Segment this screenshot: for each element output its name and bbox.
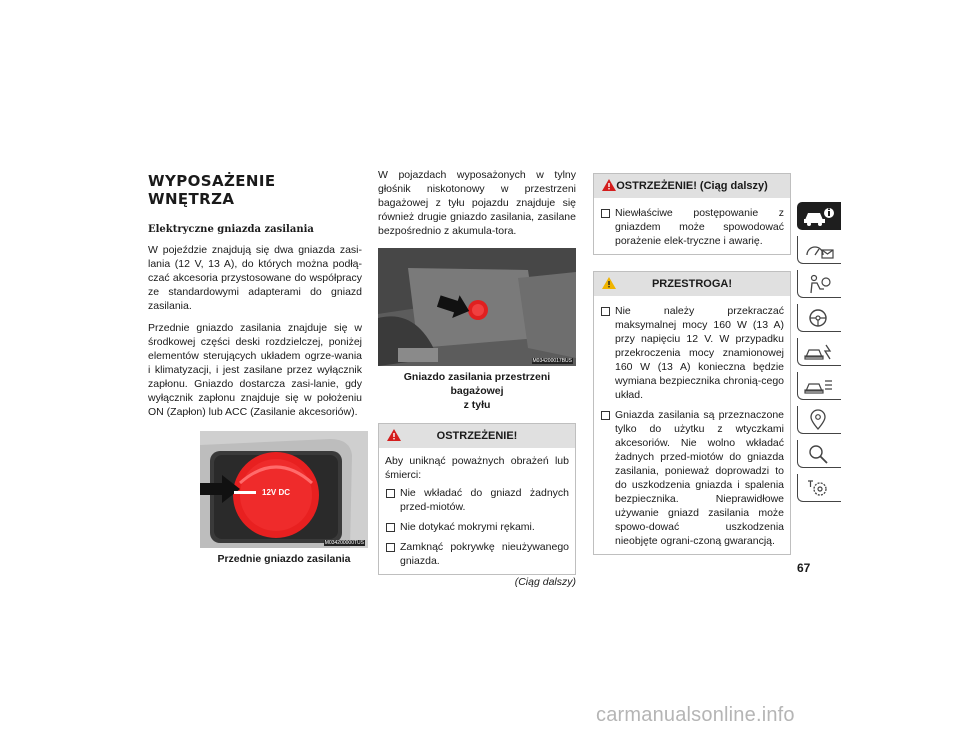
warning-title: OSTRZEŻENIE! [436,430,518,442]
rear-power-outlet-photo [378,248,576,366]
warning-intro: Aby uniknąć poważnych obrażeń lub śmierci: [385,455,569,481]
tab-car-info[interactable] [797,202,841,230]
watermark: carmanualsonline.info [596,704,795,726]
car-crash-icon [804,341,836,363]
warning-triangle-icon [387,429,401,441]
tab-driving[interactable] [797,304,841,332]
list-item: Zamknąć pokrywkę nieużywanego gniazda. [385,540,569,568]
tab-dashboard[interactable] [797,236,841,264]
outlet-label: 12V DC [262,488,291,497]
list-item: Nie wkładać do gniazd żadnych przed-miotów. [385,486,569,514]
car-service-icon [804,375,836,397]
figure-caption: Przednie gniazdo zasilania [217,553,351,565]
list-item: Nie należy przekraczać maksymalnej mocy 160 W (13 A) przy napięciu 12 V. W przypadku przekroczenia mocy znamionowej 160 W (13 A) konieczna będzie wymiana bezpiecznika chronią-cego układ. [600,304,784,402]
continued-label: (Ciąg dalszy) [514,576,576,588]
car-info-icon [803,205,835,227]
figure-id: M034200017BUS [532,358,572,364]
paragraph: W pojeździe znajdują się dwa gniazda zasi-lania (12 V, 13 A), do których można podłą-czać akcesoria przystosowane do współpracy ze standardowymi adapterami do gniazd zasilania. [148,244,362,312]
warning-header [594,174,790,198]
warning-header [379,424,575,448]
caution-box [593,271,791,555]
airbag-person-icon [804,273,836,295]
tab-emergency[interactable] [797,338,841,366]
subsection-title: Elektryczne gniazda zasilania [148,224,314,235]
column-middle [378,168,576,588]
figure-caption [378,370,576,412]
tab-multimedia[interactable] [797,406,841,434]
column-right [593,173,791,555]
list-item: Gniazda zasilania są przeznaczone tylko do użytku z wtyczkami akcesoriów. Nie wolno wkładać żadnych przed-miotów do gniazda zasilania, ponieważ doprowadzi to do uszkodzenia gniazda i spalenia bezpiecznika. Nieprawidłowe używanie gniazd zasilania może spowo-dować uszkodzenia nieobjęte ograni-czoną gwarancją. [600,408,784,548]
tab-safety[interactable] [797,270,841,298]
list-item: Nie dotykać mokrymi rękami. [385,520,569,534]
warning-box [378,423,576,575]
tab-service[interactable] [797,372,841,400]
caution-title: PRZESTROGA! [651,278,733,290]
warning-triangle-icon [602,179,616,191]
list-item: Niewłaściwe postępowanie z gniazdem może spowodować porażenie elek-tryczne i awarię. [600,206,784,248]
dashboard-mail-icon [804,239,836,261]
caution-header [594,272,790,296]
checkbox-bullet-icon [601,209,610,218]
checkbox-bullet-icon [601,411,610,420]
figure-caption-line: z tyłu [463,399,491,411]
section-title: WYPOSAŻENIE WNĘTRZA [148,172,276,208]
tab-languages[interactable] [797,474,841,502]
steering-wheel-icon [804,307,836,329]
magnifier-icon [804,443,836,465]
caution-triangle-icon [602,277,616,289]
tab-search[interactable] [797,440,841,468]
warning-title: OSTRZEŻENIE! (Ciąg dalszy) [616,180,768,192]
checkbox-bullet-icon [386,523,395,532]
warning-continued-box [593,173,791,255]
paragraph: Przednie gniazdo zasilania znajduje się w środkowej części deski rozdzielczej, poniżej elementów sterujących układem ogrze-wania i klimatyzacji, i jest zasilane przez wyłącznik zapłonu. Gniazdo dostarcza zasi-lanie, gdy wyłącznik zapłonu znajduje się w położeniu ON (Zapłon) lub ACC (Zasilanie akcesoriów). [148,322,362,418]
map-pin-icon [804,409,836,431]
front-power-outlet-photo [200,431,368,548]
figure-caption-line: Gniazdo zasilania przestrzeni bagażowej [403,371,551,397]
column-left [148,168,362,566]
page-number: 67 [797,561,811,575]
paragraph: W pojazdach wyposażonych w tylny głośnik niskotonowy w przestrzeni bagażowej z tyłu pojazdu znajduje się również drugie gniazdo zasilania, zasilane bezpośrednio z akumula-tora. [378,169,576,237]
language-gear-icon [804,477,836,499]
cargo-outlet-illustration [378,248,576,366]
checkbox-bullet-icon [386,543,395,552]
figure-id: M034200000TUS [324,540,364,546]
checkbox-bullet-icon [601,307,610,316]
checkbox-bullet-icon [386,489,395,498]
